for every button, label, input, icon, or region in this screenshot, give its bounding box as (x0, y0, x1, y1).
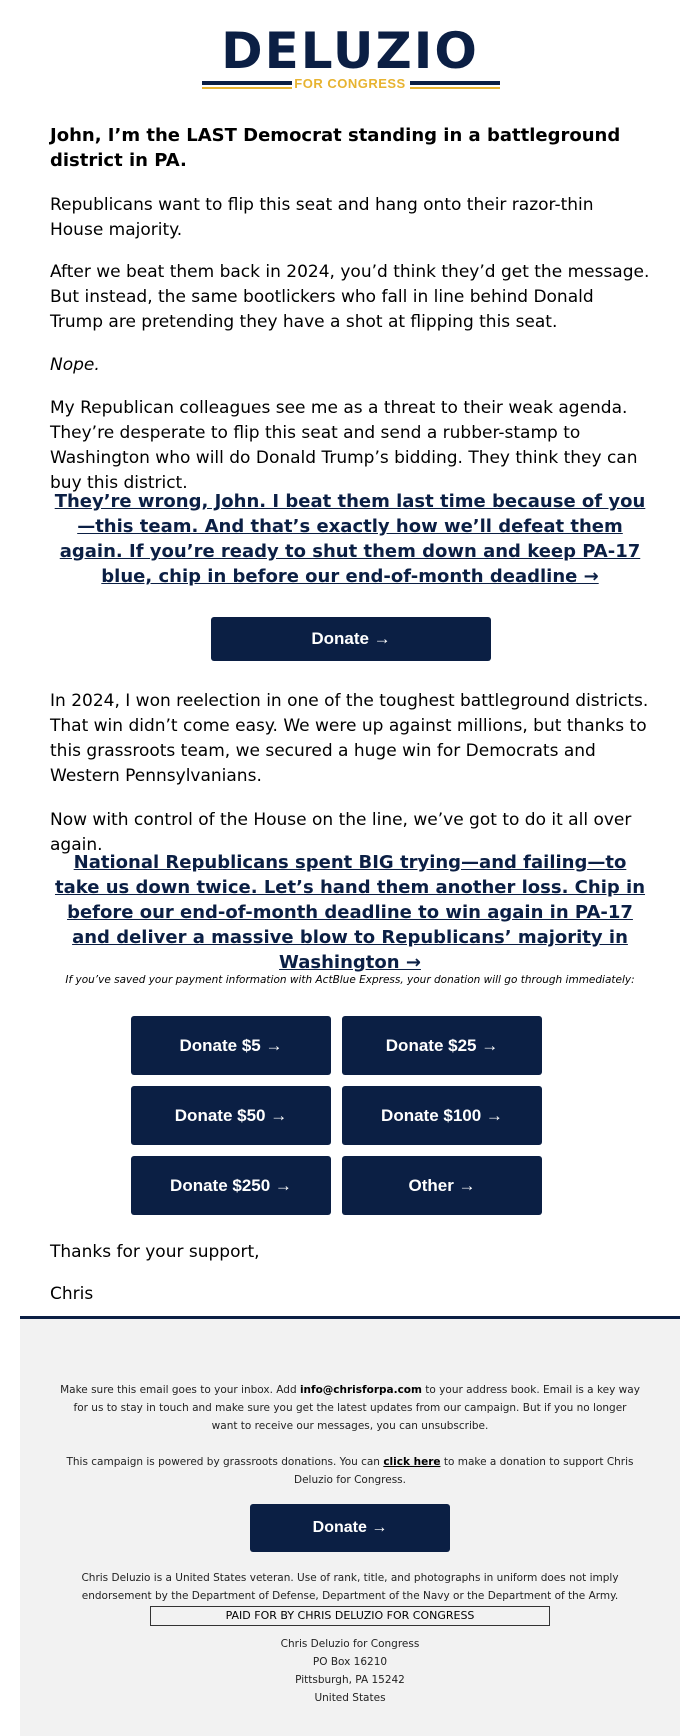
paragraph-nope: Nope. (50, 355, 100, 375)
paid-for-disclaimer: PAID FOR BY CHRIS DELUZIO FOR CONGRESS (150, 1606, 550, 1626)
logo-tagline: FOR CONGRESS (294, 76, 406, 91)
paragraph-1: Republicans want to flip this seat and hang onto their razor-thin House majority. (50, 195, 594, 240)
grassroots-notice: This campaign is powered by grassroots donations. You can click here to make a donation to support Chris Deluzio for Congress. (66, 1456, 634, 1486)
address-line: United States (314, 1692, 386, 1704)
contact-email: info@chrisforpa.com (299, 1384, 422, 1396)
actblue-express-note: If you’ve saved your payment information with ActBlue Express, your donation will go through immediately: (65, 974, 635, 986)
veteran-disclaimer: Chris Deluzio is a United States veteran. Use of rank, title, and photographs in uniform does not imply endorsement by the Department of Defense, Department of the Navy or the Department of the Army. (81, 1572, 619, 1602)
inbox-notice: Make sure this email goes to your inbox. Add info@chrisforpa.com to your address book. Email is a key way for us to stay in touch and make sure you get the latest updates from our campaign. But if you no longer want to receive our messages, you can unsubscribe. (60, 1384, 640, 1432)
thanks-line: Thanks for your support, (50, 1242, 260, 1262)
campaign-logo (0, 24, 700, 96)
paragraph-2: After we beat them back in 2024, you’d think they’d get the message. But instead, the same bootlickers who fall in line behind Donald Trump are pretending they have a shot at flipping this seat. (50, 262, 650, 332)
signature: Chris (50, 1284, 94, 1304)
headline: John, I’m the LAST Democrat standing in a battleground district in PA. (50, 125, 621, 171)
donate-button[interactable]: Donate → (211, 617, 491, 661)
donate-100-button[interactable]: Donate $100 → (342, 1086, 542, 1145)
donate-other-button[interactable]: Other → (342, 1156, 542, 1215)
footer-donate-button[interactable]: Donate → (250, 1504, 450, 1552)
logo-name: DELUZIO (221, 22, 479, 80)
address-line: PO Box 16210 (312, 1656, 388, 1668)
click-here-link[interactable]: click here (383, 1456, 441, 1468)
donate-50-button[interactable]: Donate $50 → (131, 1086, 331, 1145)
address-line: Chris Deluzio for Congress (280, 1638, 420, 1650)
donate-5-button[interactable]: Donate $5 → (131, 1016, 331, 1075)
paragraph-5: Now with control of the House on the line, we’ve got to do it all over again. (50, 810, 632, 855)
cta-link-2[interactable]: National Republicans spent BIG trying—and failing—to take us down twice. Let’s hand them another loss. Chip in before our end-of-month deadline to win again in PA-17 and deliver a massive blow to Republicans’ majority in Washington → (54, 852, 646, 973)
footer (20, 1316, 680, 1736)
address-line: Pittsburgh, PA 15242 (295, 1674, 405, 1686)
paragraph-4: In 2024, I won reelection in one of the toughest battleground districts. That win didn’t come easy. We were up against millions, but thanks to this grassroots team, we secured a huge win for Democrats and Western Pennsylvanians. (50, 691, 649, 786)
donate-25-button[interactable]: Donate $25 → (342, 1016, 542, 1075)
donate-250-button[interactable]: Donate $250 → (131, 1156, 331, 1215)
cta-link-1[interactable]: They’re wrong, John. I beat them last time because of you—this team. And that’s exactly how we’ll defeat them again. If you’re ready to shut them down and keep PA-17 blue, chip in before our end-of-month deadline → (54, 491, 646, 587)
mailing-address (60, 1635, 640, 1707)
paragraph-3: My Republican colleagues see me as a threat to their weak agenda. They’re desperate to flip this seat and send a rubber-stamp to Washington who will do Donald Trump’s bidding. They think they can buy this district. (50, 398, 638, 493)
